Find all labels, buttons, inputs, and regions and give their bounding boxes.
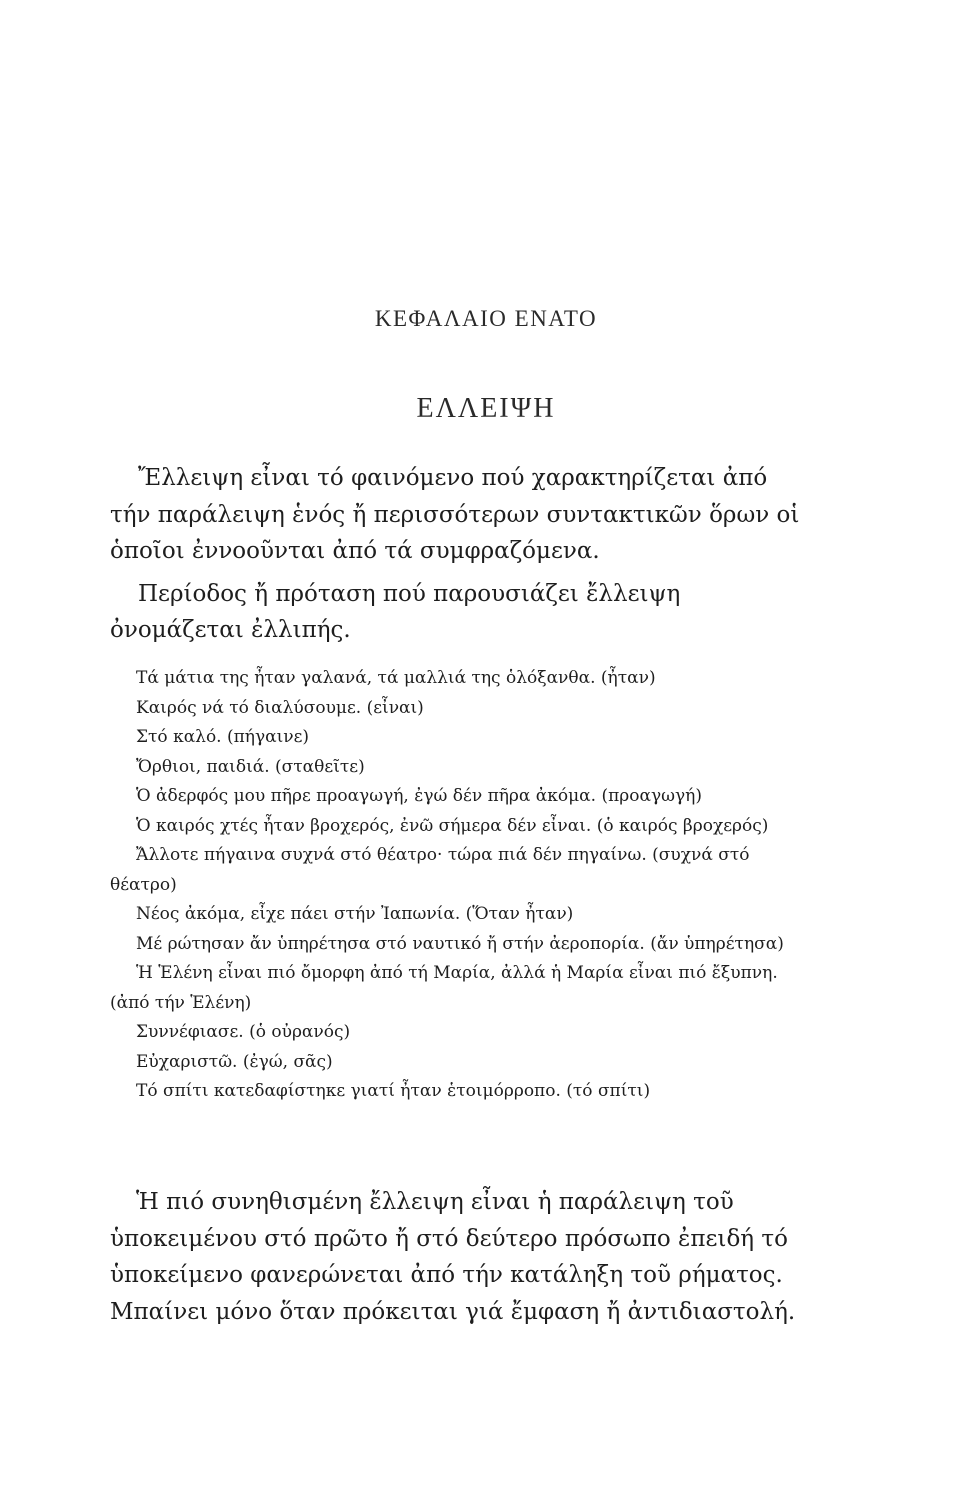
example-item: Μέ ρώτησαν ἄν ὑπηρέτησα στό ναυτικό ἤ στήν ἀεροπορία. (ἄν ὑπηρέτησα) xyxy=(136,933,784,954)
example-item: Τά μάτια της ἦταν γαλανά, τά μαλλιά της ὁλόξανθα. (ἦταν) xyxy=(136,668,656,688)
elliptic-paragraph: Περίοδος ἤ πρόταση πού παρουσιάζει ἔλλειψη ὀνομάζεται ἐλλιπής. xyxy=(110,580,681,643)
chapter-label: ΚΕΦΑΛΑΙΟ ΕΝΑΤΟ xyxy=(374,306,598,331)
example-item: Καιρός νά τό διαλύσουμε. (εἶναι) xyxy=(136,697,424,718)
example-item: Ἄλλοτε πήγαινα συχνά στό θέατρο· τώρα πιά δέν πηγαίνω. (συχνά στό θέατρο) xyxy=(110,845,750,895)
example-item: Στό καλό. (πήγαινε) xyxy=(136,727,310,747)
example-item: Τό σπίτι κατεδαφίστηκε γιατί ἦταν ἑτοιμόρροπο. (τό σπίτι) xyxy=(136,1081,651,1101)
closing-section xyxy=(110,1184,812,1330)
example-item: Νέος ἀκόμα, εἶχε πάει στήν Ἰαπωνία. (Ὅταν ἦταν) xyxy=(136,904,574,924)
example-item: Εὐχαριστῶ. (ἐγώ, σᾶς) xyxy=(136,1051,333,1072)
examples-list xyxy=(110,664,812,1107)
example-item: Ἡ Ἑλένη εἶναι πιό ὄμορφη ἀπό τή Μαρία, ἀλλά ἡ Μαρία εἶναι πιό ἔξυπνη. (ἀπό τήν Ἑλένη) xyxy=(110,963,778,1013)
example-item: Συννέφιασε. (ὁ οὐρανός) xyxy=(136,1022,351,1042)
definition-paragraph: Ἔλλειψη εἶναι τό φαινόμενο πού χαρακτηρίζεται ἀπό τήν παράλειψη ἑνός ἤ περισσότερων συντακτικῶν ὅρων οἱ ὁποῖοι ἐννοοῦνται ἀπό τά συμφραζόμενα. xyxy=(110,465,800,564)
example-item: Ὁ ἀδερφός μου πῆρε προαγωγή, ἐγώ δέν πῆρα ἀκόμα. (προαγωγή) xyxy=(136,786,702,806)
example-item: Ὄρθιοι, παιδιά. (σταθεῖτε) xyxy=(136,756,365,777)
closing-paragraph: Ἡ πιό συνηθισμένη ἔλλειψη εἶναι ἡ παράλειψη τοῦ ὑποκειμένου στό πρῶτο ἤ στό δεύτερο πρόσωπο ἐπειδή τό ὑποκείμενο φανερώνεται ἀπό τήν κατάληξη τοῦ ρήματος. Μπαίνει μόνο ὅταν πρόκειται γιά ἔμφαση ἤ ἀντιδιαστολή. xyxy=(110,1189,796,1325)
chapter-title: ΕΛΛΕΙΨΗ xyxy=(416,393,556,424)
example-item: Ὁ καιρός χτές ἦταν βροχερός, ἐνῶ σήμερα δέν εἶναι. (ὁ καιρός βροχερός) xyxy=(136,815,769,836)
intro-section xyxy=(110,460,812,649)
